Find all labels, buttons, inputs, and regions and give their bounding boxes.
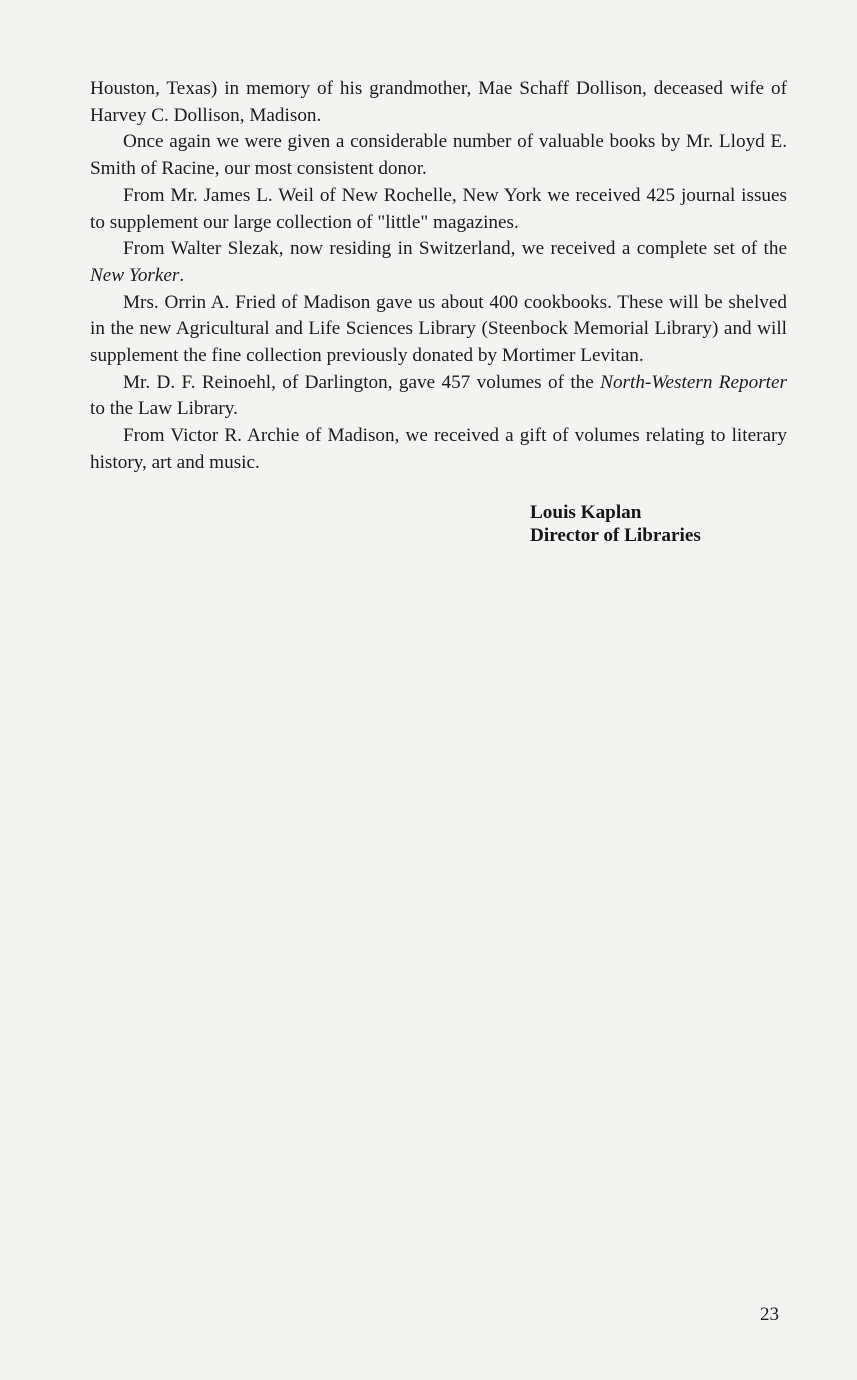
italic-title: New Yorker [90,264,180,286]
paragraph-text: Once again we were given a considerable number of valuable books by Mr. Lloyd E. Smith of Racine, our most consistent donor. [90,131,787,180]
body-text [90,76,787,477]
paragraph-text: Mrs. Orrin A. Fried of Madison gave us about 400 cookbooks. These will be shelved in the new Agricultural and Life Sciences Library (Steenbock Memorial Library) and will supplement the fine collection previously donated by Mortimer Levitan. [90,291,787,367]
signature-title: Director of Libraries [530,525,701,546]
paragraph-text: Mr. D. F. Reinoehl, of Darlington, gave 457 volumes of the [123,371,601,393]
paragraph-gift-slezak [90,236,787,289]
paragraph-text: Houston, Texas) in memory of his grandmother, Mae Schaff Dollison, deceased wife of Harvey C. Dollison, Madison. [90,78,787,126]
paragraph-gift-archie [90,423,787,476]
paragraph-gift-dollison [90,76,787,129]
paragraph-gift-weil [90,183,787,236]
paragraph-gift-reinoehl [90,370,787,423]
italic-title: North-Western Reporter [600,371,787,393]
paragraph-text: From Victor R. Archie of Madison, we received a gift of volumes relating to literary history, art and music. [90,425,787,473]
page-number: 23 [760,1304,779,1325]
paragraph-text: . [179,264,185,286]
paragraph-gift-fried [90,290,787,370]
signature-name: Louis Kaplan [530,502,642,523]
paragraph-text: From Mr. James L. Weil of New Rochelle, New York we received 425 journal issues to supplement our large collection of "little" magazines. [90,184,787,233]
paragraph-gift-smith [90,129,787,182]
paragraph-text: to the Law Library. [90,398,238,420]
paragraph-text: From Walter Slezak, now residing in Switzerland, we received a complete set of the [123,238,787,260]
signature-block [530,501,701,547]
